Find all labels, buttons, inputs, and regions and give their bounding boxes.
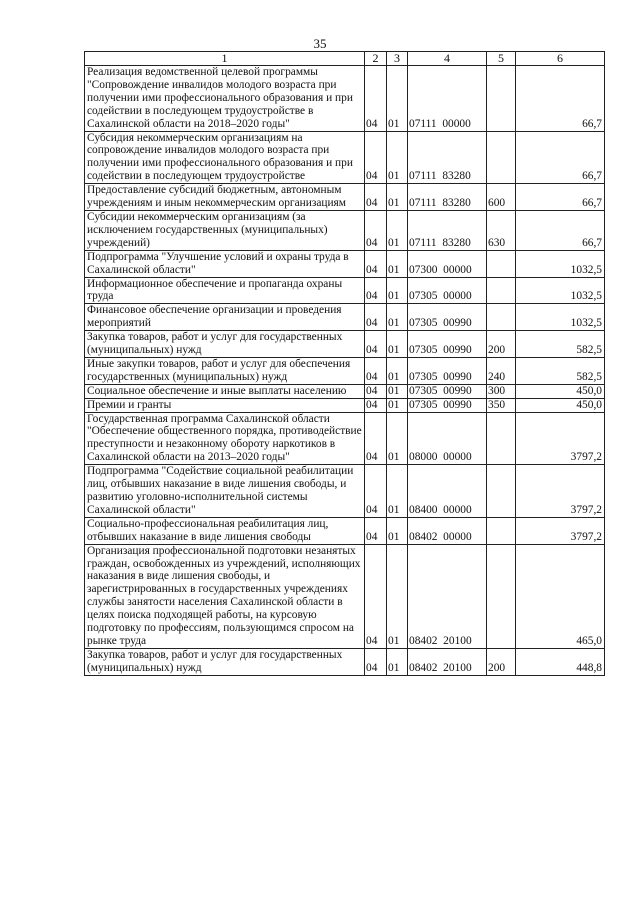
header-cell: 5 (487, 52, 516, 66)
row-expense-type (487, 131, 516, 184)
row-target-code: 08402 20100 (408, 544, 487, 648)
budget-table (84, 51, 605, 676)
row-name: Социальное обеспечение и иные выплаты населению (85, 384, 365, 398)
row-name: Субсидии некоммерческим организациям (за исключением государственных (муниципальных) учреждений) (85, 210, 365, 250)
row-section: 04 (365, 184, 387, 211)
row-subsection: 01 (387, 398, 408, 412)
row-amount: 1032,5 (516, 250, 605, 277)
row-subsection: 01 (387, 357, 408, 384)
row-name: Реализация ведомственной целевой программы "Сопровождение инвалидов молодого возраста при получении ими профессионального образования и при содействии в последующем трудоустройстве в Сахалинской области на 2018–2020 годы" (85, 66, 365, 132)
header-cell: 4 (408, 52, 487, 66)
row-section: 04 (365, 357, 387, 384)
table-row (85, 544, 605, 648)
table-row (85, 465, 605, 518)
row-name: Иные закупки товаров, работ и услуг для обеспечения государственных (муниципальных) нужд (85, 357, 365, 384)
row-expense-type (487, 465, 516, 518)
row-target-code: 07305 00990 (408, 384, 487, 398)
row-target-code: 08402 20100 (408, 648, 487, 675)
table-row (85, 184, 605, 211)
table-row (85, 250, 605, 277)
table-row (85, 131, 605, 184)
row-expense-type (487, 66, 516, 132)
row-target-code: 08402 00000 (408, 517, 487, 544)
row-expense-type: 630 (487, 210, 516, 250)
row-target-code: 07305 00990 (408, 357, 487, 384)
row-name: Субсидия некоммерческим организациям на сопровождение инвалидов молодого возраста при получении ими профессионального образования и при содействии в последующем трудоустройстве (85, 131, 365, 184)
row-name: Финансовое обеспечение организации и проведения мероприятий (85, 304, 365, 331)
row-expense-type: 600 (487, 184, 516, 211)
row-target-code: 07111 00000 (408, 66, 487, 132)
row-section: 04 (365, 648, 387, 675)
row-section: 04 (365, 304, 387, 331)
table-row (85, 384, 605, 398)
row-target-code: 07111 83280 (408, 184, 487, 211)
row-subsection: 01 (387, 544, 408, 648)
table-row (85, 517, 605, 544)
row-subsection: 01 (387, 66, 408, 132)
row-name: Информационное обеспечение и пропаганда охраны труда (85, 277, 365, 304)
row-expense-type (487, 304, 516, 331)
row-target-code: 07305 00990 (408, 398, 487, 412)
table-row (85, 304, 605, 331)
row-section: 04 (365, 331, 387, 358)
row-subsection: 01 (387, 648, 408, 675)
row-target-code: 07305 00990 (408, 331, 487, 358)
row-target-code: 08000 00000 (408, 412, 487, 465)
row-target-code: 07305 00000 (408, 277, 487, 304)
header-cell: 2 (365, 52, 387, 66)
row-expense-type: 300 (487, 384, 516, 398)
row-target-code: 07111 83280 (408, 131, 487, 184)
row-subsection: 01 (387, 384, 408, 398)
row-subsection: 01 (387, 250, 408, 277)
row-expense-type: 200 (487, 648, 516, 675)
row-subsection: 01 (387, 517, 408, 544)
row-amount: 450,0 (516, 384, 605, 398)
table-row (85, 331, 605, 358)
row-name: Закупка товаров, работ и услуг для государственных (муниципальных) нужд (85, 648, 365, 675)
row-expense-type (487, 412, 516, 465)
row-expense-type (487, 277, 516, 304)
row-name: Подпрограмма "Содействие социальной реабилитации лиц, отбывших наказание в виде лишения свободы, и развитию уголовно-исполнительной системы Сахалинской области" (85, 465, 365, 518)
row-section: 04 (365, 544, 387, 648)
row-name: Закупка товаров, работ и услуг для государственных (муниципальных) нужд (85, 331, 365, 358)
header-row (85, 52, 605, 66)
row-expense-type: 350 (487, 398, 516, 412)
row-subsection: 01 (387, 304, 408, 331)
row-target-code: 07300 00000 (408, 250, 487, 277)
table-row (85, 277, 605, 304)
row-amount: 66,7 (516, 66, 605, 132)
header-cell: 1 (85, 52, 365, 66)
table-row (85, 648, 605, 675)
row-expense-type (487, 517, 516, 544)
row-section: 04 (365, 465, 387, 518)
row-expense-type (487, 544, 516, 648)
row-section: 04 (365, 398, 387, 412)
row-amount: 448,8 (516, 648, 605, 675)
row-target-code: 07305 00990 (408, 304, 487, 331)
row-subsection: 01 (387, 465, 408, 518)
row-subsection: 01 (387, 412, 408, 465)
row-name: Государственная программа Сахалинской области "Обеспечение общественного порядка, противодействие преступности и незаконному обороту наркотиков в Сахалинской области на 2013–2020 годы" (85, 412, 365, 465)
row-subsection: 01 (387, 184, 408, 211)
row-section: 04 (365, 384, 387, 398)
row-name: Организация профессиональной подготовки незанятых граждан, освобожденных из учреждений, исполняющих наказания в виде лишения свободы, и зарегистрированных в государственных учреждениях службы занятости населения Сахалинской области в целях поиска подходящей работы, на курсовую подготовку по профессиям, пользующимся спросом на рынке труда (85, 544, 365, 648)
row-subsection: 01 (387, 331, 408, 358)
row-subsection: 01 (387, 131, 408, 184)
row-name: Подпрограмма "Улучшение условий и охраны труда в Сахалинской области" (85, 250, 365, 277)
row-amount: 66,7 (516, 184, 605, 211)
row-amount: 1032,5 (516, 277, 605, 304)
row-name: Премии и гранты (85, 398, 365, 412)
row-name: Социально-профессиональная реабилитация лиц, отбывших наказание в виде лишения свободы (85, 517, 365, 544)
row-expense-type: 240 (487, 357, 516, 384)
row-name: Предоставление субсидий бюджетным, автономным учреждениям и иным некоммерческим организациям (85, 184, 365, 211)
row-amount: 3797,2 (516, 412, 605, 465)
table-row (85, 357, 605, 384)
row-expense-type (487, 250, 516, 277)
header-cell: 3 (387, 52, 408, 66)
row-section: 04 (365, 412, 387, 465)
table-row (85, 398, 605, 412)
row-target-code: 08400 00000 (408, 465, 487, 518)
row-amount: 66,7 (516, 210, 605, 250)
row-amount: 582,5 (516, 357, 605, 384)
table-row (85, 66, 605, 132)
row-section: 04 (365, 517, 387, 544)
row-expense-type: 200 (487, 331, 516, 358)
row-amount: 3797,2 (516, 517, 605, 544)
row-section: 04 (365, 66, 387, 132)
row-subsection: 01 (387, 277, 408, 304)
row-amount: 66,7 (516, 131, 605, 184)
row-amount: 1032,5 (516, 304, 605, 331)
row-section: 04 (365, 277, 387, 304)
row-amount: 582,5 (516, 331, 605, 358)
table-row (85, 412, 605, 465)
row-subsection: 01 (387, 210, 408, 250)
header-cell: 6 (516, 52, 605, 66)
row-section: 04 (365, 250, 387, 277)
row-amount: 465,0 (516, 544, 605, 648)
table-row (85, 210, 605, 250)
row-amount: 450,0 (516, 398, 605, 412)
page-number: 35 (313, 36, 327, 51)
row-target-code: 07111 83280 (408, 210, 487, 250)
row-section: 04 (365, 210, 387, 250)
row-section: 04 (365, 131, 387, 184)
row-amount: 3797,2 (516, 465, 605, 518)
